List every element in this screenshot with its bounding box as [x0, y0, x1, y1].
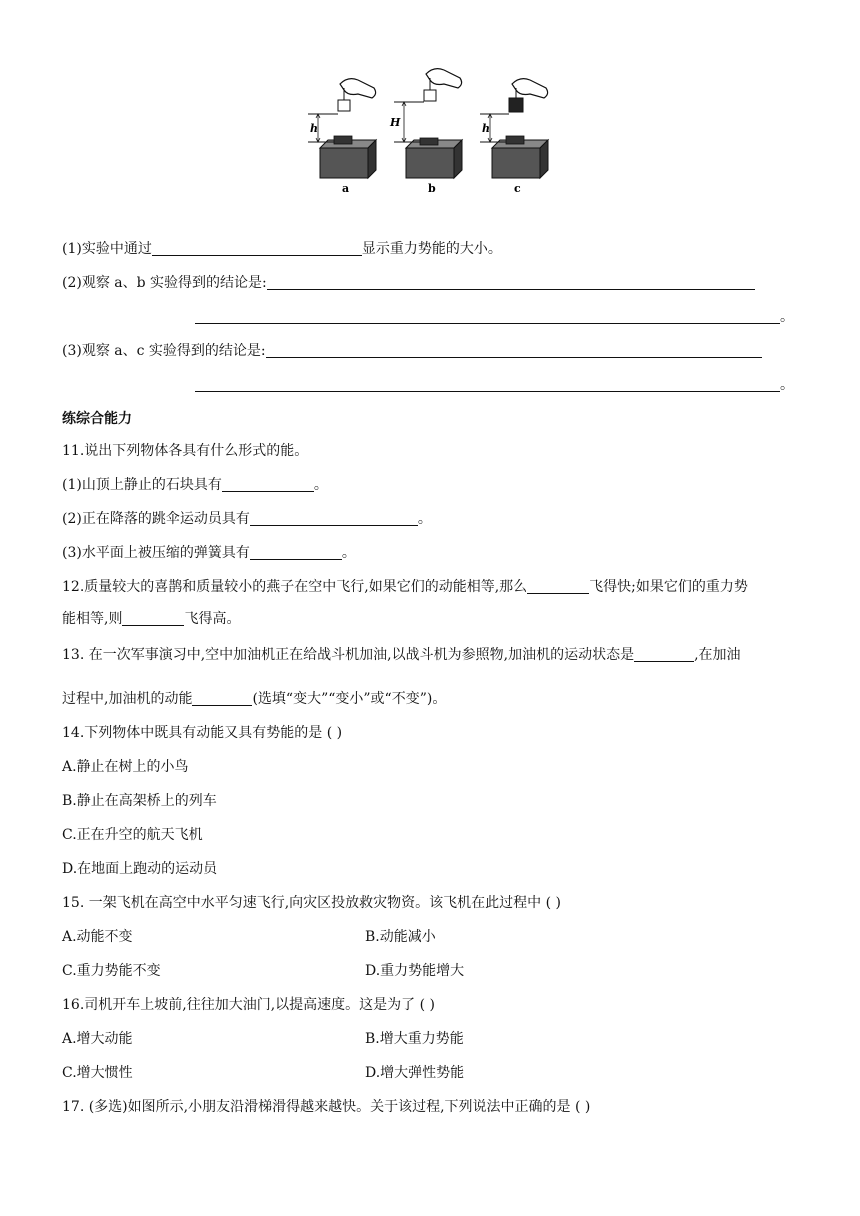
q16-option-a[interactable]: A.增大动能	[62, 1031, 133, 1047]
q11-p3-blank[interactable]	[250, 545, 342, 560]
q10-part3	[62, 341, 762, 361]
q15-option-d[interactable]: D.重力势能增大	[365, 963, 465, 979]
q10-p2-text: (2)观察 a、b 实验得到的结论是:	[62, 275, 267, 291]
q10-p3-blank-2[interactable]	[195, 377, 780, 392]
q10-p1-blank[interactable]	[152, 241, 362, 256]
q12-line1	[62, 577, 748, 597]
q10-part2-cont	[195, 307, 794, 327]
q13-l1-post: ,在加油	[694, 647, 741, 663]
q11-p3-text: (3)水平面上被压缩的弹簧具有	[62, 545, 250, 561]
q12-line2	[62, 609, 240, 629]
q11-part3	[62, 543, 356, 563]
q13-l2-post: (选填“变大”“变小”或“不变”)。	[252, 691, 447, 707]
q14-option-d[interactable]: D.在地面上跑动的运动员	[62, 861, 218, 877]
q14-option-c[interactable]: C.正在升空的航天飞机	[62, 827, 203, 843]
q16-option-d[interactable]: D.增大弹性势能	[365, 1065, 465, 1081]
q10-p1-post: 显示重力势能的大小。	[361, 241, 502, 257]
experiment-figure	[300, 66, 560, 196]
q15-option-b[interactable]: B.动能减小	[365, 929, 436, 945]
q10-p3-blank-1[interactable]	[266, 343, 762, 358]
q10-part3-cont	[195, 375, 794, 395]
q12-blank-2[interactable]	[122, 611, 184, 626]
experiment-diagram	[300, 66, 560, 196]
panel-c	[480, 79, 548, 195]
q11-p2-text: (2)正在降落的跳伞运动员具有	[62, 511, 250, 527]
q10-p2-blank-1[interactable]	[267, 275, 755, 290]
panel-b	[389, 69, 462, 195]
q10-p2-period: 。	[780, 309, 794, 325]
q11-p2-period: 。	[417, 511, 432, 527]
q11-p1-blank[interactable]	[222, 477, 314, 492]
q14-option-a[interactable]: A.静止在树上的小鸟	[62, 759, 189, 775]
q14-option-b[interactable]: B.静止在高架桥上的列车	[62, 793, 217, 809]
q12-l2-post: 飞得高。	[184, 611, 241, 627]
height-label-c: h	[482, 122, 490, 135]
q11-p1-text: (1)山顶上静止的石块具有	[62, 477, 222, 493]
height-label-a: h	[310, 122, 318, 135]
section-title: 练综合能力	[62, 411, 132, 427]
q11-p2-blank[interactable]	[250, 511, 418, 526]
q13-l2-text: 过程中,加油机的动能	[62, 691, 193, 707]
q14-stem: 14.下列物体中既具有动能又具有势能的是 ( )	[62, 725, 343, 741]
q10-p3-period: 。	[780, 377, 794, 393]
q15-stem: 15. 一架飞机在高空中水平匀速飞行,向灾区投放救灾物资。该飞机在此过程中 ( )	[62, 895, 561, 911]
q16-option-b[interactable]: B.增大重力势能	[365, 1031, 464, 1047]
q13-blank-2[interactable]	[192, 691, 252, 706]
panel-label-c: c	[514, 182, 521, 195]
q12-blank-1[interactable]	[527, 579, 589, 594]
q11-part2	[62, 509, 432, 529]
q16-option-c[interactable]: C.增大惯性	[62, 1065, 133, 1081]
q16-stem: 16.司机开车上坡前,往往加大油门,以提高速度。这是为了 ( )	[62, 997, 435, 1013]
q13-line1	[62, 645, 741, 665]
q11-p1-period: 。	[313, 477, 328, 493]
q10-p3-text: (3)观察 a、c 实验得到的结论是:	[62, 343, 266, 359]
q17-stem: 17. (多选)如图所示,小朋友沿滑梯滑得越来越快。关于该过程,下列说法中正确的是 ( )	[62, 1099, 591, 1115]
q10-p2-blank-2[interactable]	[195, 309, 780, 324]
q15-option-c[interactable]: C.重力势能不变	[62, 963, 161, 979]
q10-part2	[62, 273, 755, 293]
q10-p1-text: (1)实验中通过	[62, 241, 152, 257]
q11-stem: 11.说出下列物体各具有什么形式的能。	[62, 443, 309, 459]
height-label-b: H	[390, 116, 401, 129]
panel-label-b: b	[428, 182, 436, 195]
q13-l1-text: 13. 在一次军事演习中,空中加油机正在给战斗机加油,以战斗机为参照物,加油机的运动状态是	[62, 647, 635, 663]
q12-l1-text: 12.质量较大的喜鹊和质量较小的燕子在空中飞行,如果它们的动能相等,那么	[62, 579, 528, 595]
q11-p3-period: 。	[341, 545, 356, 561]
q11-part1	[62, 475, 328, 495]
panel-a	[308, 79, 376, 195]
panel-label-a: a	[342, 182, 350, 195]
q13-blank-1[interactable]	[634, 647, 694, 662]
q12-l2-text: 能相等,则	[62, 611, 123, 627]
q10-part1	[62, 239, 502, 259]
q15-option-a[interactable]: A.动能不变	[62, 929, 133, 945]
q13-line2	[62, 689, 446, 709]
q12-l1-post: 飞得快;如果它们的重力势	[589, 579, 748, 595]
